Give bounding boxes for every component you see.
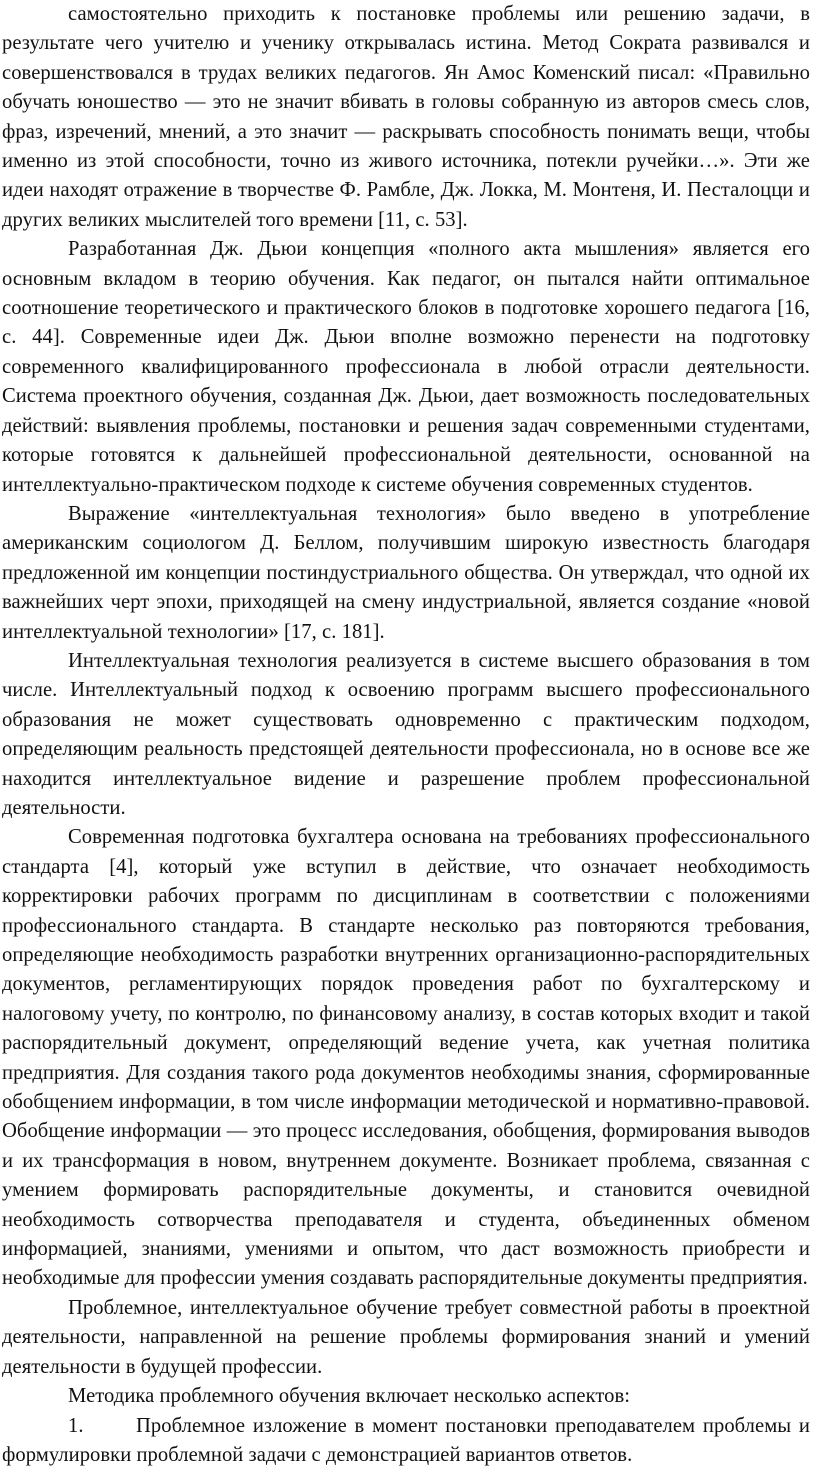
paragraph-methodology-intro: Методика проблемного обучения включает несколько аспектов:	[2, 1382, 810, 1411]
paragraph-dewey-concept: Разработанная Дж. Дьюи концепция «полного акта мышления» является его основным вкладом в теорию обучения. Как педагог, он пытался найти оптимальное соотношение теоретического и практического блоков в подготовке хорошего педагога [16, с. 44]. Современные идеи Дж. Дьюи вполне возможно перенести на подготовку современного квалифицированного профессионала в любой отрасли деятельности. Система проектного обучения, созданная Дж. Дьюи, дает возможность последовательных действий: выявления проблемы, постановки и решения задач современными студентами, которые готовятся к дальнейшей профессиональной деятельности, основанной на интеллектуально-практическом подходе к системе обучения современных студентов.	[2, 235, 810, 500]
paragraph-problem-learning: Проблемное, интеллектуальное обучение требует совместной работы в проектной деятельности, направленной на решение проблемы формирования знаний и умений деятельности в будущей профессии.	[2, 1294, 810, 1382]
list-item-text: Проблемное изложение в момент постановки преподавателем проблемы и формулировки проблемной задачи с демонстрацией вариантов ответов.	[2, 1415, 810, 1466]
paragraph-accountant-training: Современная подготовка бухгалтера основана на требованиях профессионального стандарта [4], который уже вступил в действие, что означает необходимость корректировки рабочих программ по дисциплинам в соответствии с положениями профессионального стандарта. В стандарте несколько раз повторяются требования, определяющие необходимость разработки внутренних организационно-распорядительных документов, регламентирующих порядок проведения работ по бухгалтерскому и налоговому учету, по контролю, по финансовому анализу, в состав которых входит и такой распорядительный документ, определяющий ведение учета, как учетная политика предприятия. Для создания такого рода документов необходимы знания, сформированные обобщением информации, в том числе информации методической и нормативно-правовой. Обобщение информации — это процесс исследования, обобщения, формирования выводов и их трансформация в новом, внутреннем документе. Возникает проблема, связанная с умением формировать распорядительные документы, и становится очевидной необходимость сотворчества преподавателя и студента, объединенных обменом информацией, знаниями, умениями и опытом, что даст возможность приобрести и необходимые для профессии умения создавать распорядительные документы предприятия.	[2, 823, 810, 1294]
paragraph-socrates-method: самостоятельно приходить к постановке проблемы или решению задачи, в результате чего учителю и ученику открывалась истина. Метод Сократа развивался и совершенствовался в трудах великих педагогов. Ян Амос Коменский писал: «Правильно обучать юношество — это не значит вбивать в головы собранную из авторов смесь слов, фраз, изречений, мнений, а это значит — раскрывать способность понимать вещи, чтобы именно из этой способности, точно из живого источника, потекли ручейки…». Эти же идеи находят отражение в творчестве Ф. Рамбле, Дж. Локка, М. Монтеня, И. Песталоцци и других великих мыслителей того времени [11, с. 53].	[2, 0, 810, 235]
list-item-number: 1.	[68, 1412, 136, 1441]
paragraph-higher-education: Интеллектуальная технология реализуется в системе высшего образования в том числе. Интеллектуальный подход к освоению программ высшего профессионального образования не может существовать одновременно с практическим подходом, определяющим реальность предстоящей деятельности профессионала, но в основе все же находится интеллектуальное видение и разрешение проблем профессиональной деятельности.	[2, 647, 810, 823]
paragraph-intellectual-technology: Выражение «интеллектуальная технология» было введено в употребление американским социологом Д. Беллом, получившим широкую известность благодаря предложенной им концепции постиндустриального общества. Он утверждал, что одной их важнейших черт эпохи, приходящей на смену индустриальной, является создание «новой интеллектуальной технологии» [17, с. 181].	[2, 500, 810, 647]
list-item	[2, 1412, 810, 1470]
